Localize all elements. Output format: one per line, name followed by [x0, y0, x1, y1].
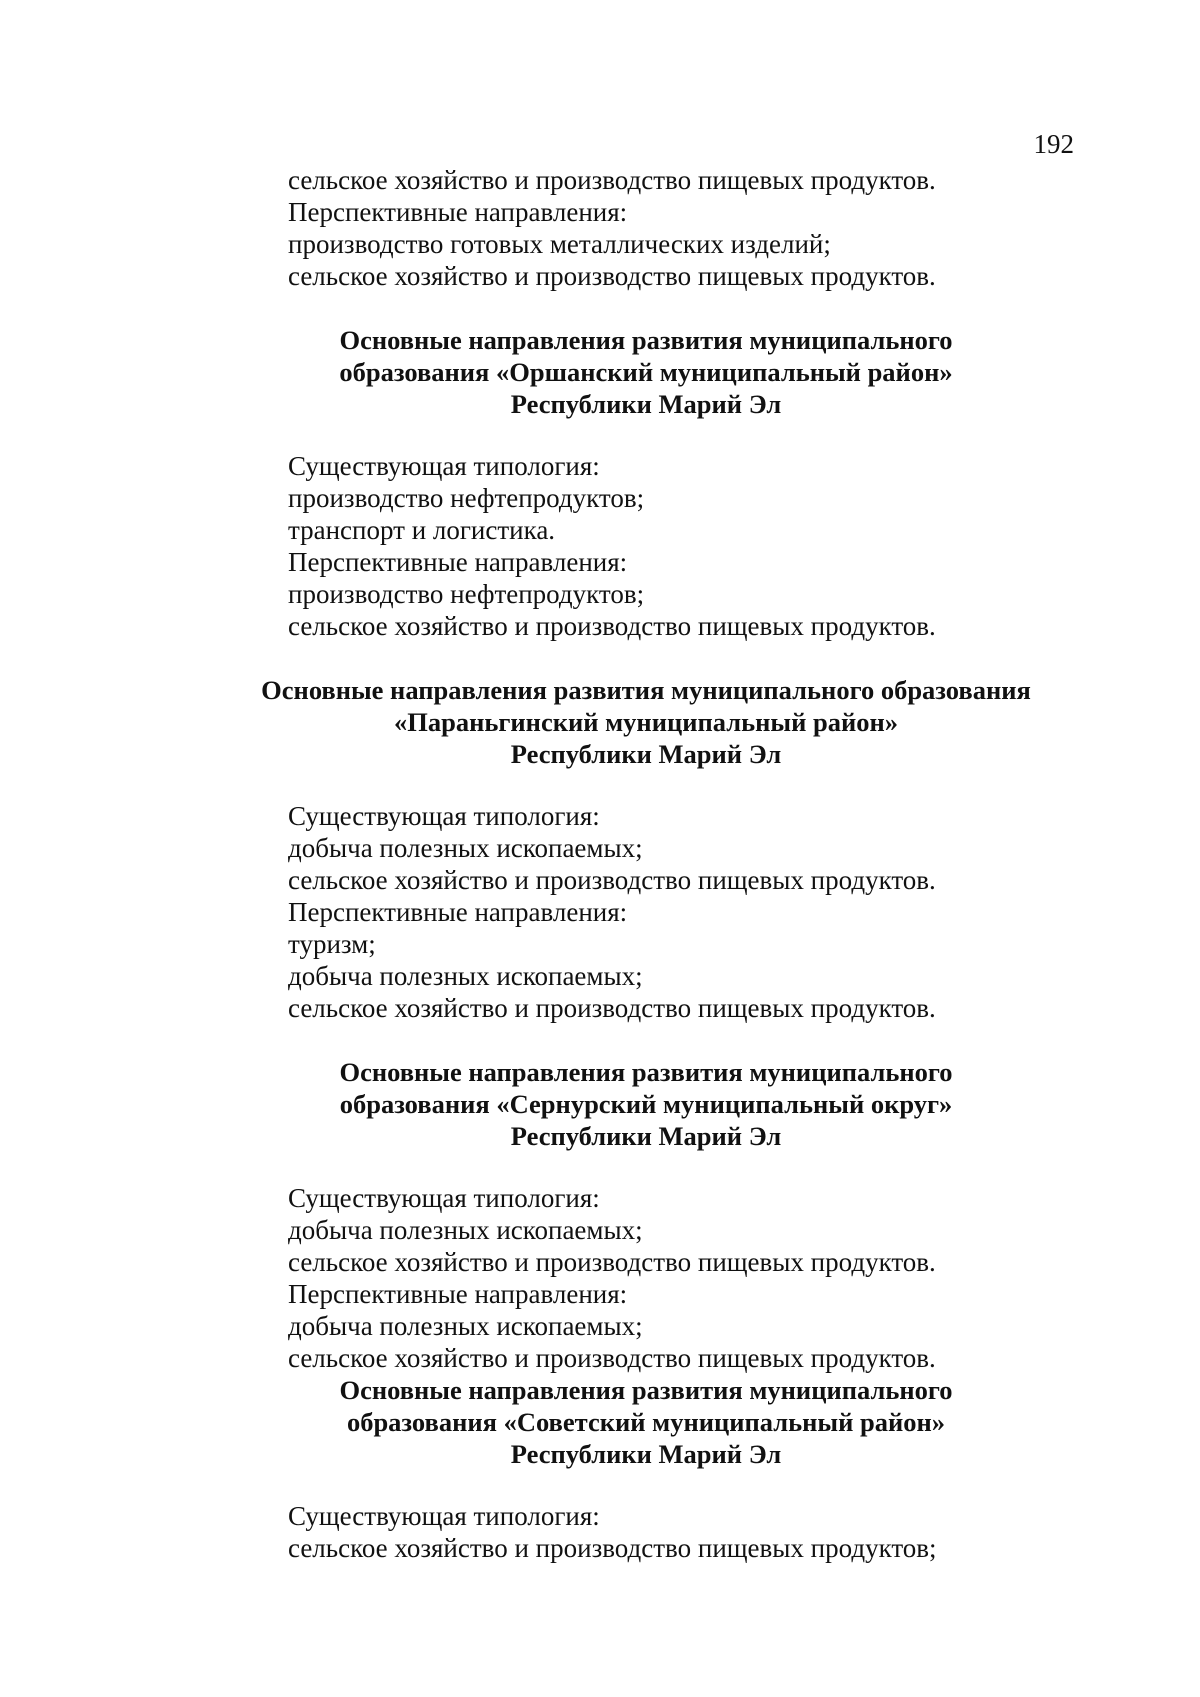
section-heading: Республики Марий Эл: [510, 1121, 782, 1151]
text-line: Перспективные направления:: [288, 197, 628, 227]
text-line: Существующая типология:: [288, 801, 600, 831]
text-line: Перспективные направления:: [288, 1279, 628, 1309]
section-heading: образования «Советский муниципальный район»: [346, 1407, 946, 1437]
text-line: сельское хозяйство и производство пищевых продуктов.: [288, 165, 936, 195]
text-line: Существующая типология:: [288, 1501, 600, 1531]
section-heading: Основные направления развития муниципального: [339, 325, 953, 355]
text-line: Перспективные направления:: [288, 547, 628, 577]
text-line: добыча полезных ископаемых;: [288, 1215, 643, 1245]
text-line: сельское хозяйство и производство пищевых продуктов;: [288, 1533, 937, 1563]
section-heading: образования «Оршанский муниципальный район»: [339, 357, 953, 387]
text-line: производство готовых металлических изделий;: [288, 229, 831, 259]
section-heading: Республики Марий Эл: [510, 389, 782, 419]
text-line: сельское хозяйство и производство пищевых продуктов.: [288, 261, 936, 291]
section-heading: Основные направления развития муниципального образования: [261, 675, 1031, 705]
text-line: производство нефтепродуктов;: [288, 483, 645, 513]
section-heading: Республики Марий Эл: [510, 1439, 782, 1469]
section-heading: Основные направления развития муниципального: [339, 1057, 953, 1087]
text-line: транспорт и логистика.: [288, 515, 556, 545]
text-line: Существующая типология:: [288, 1183, 600, 1213]
text-line: сельское хозяйство и производство пищевых продуктов.: [288, 993, 936, 1023]
text-line: добыча полезных ископаемых;: [288, 1311, 643, 1341]
text-line: сельское хозяйство и производство пищевых продуктов.: [288, 865, 936, 895]
text-line: добыча полезных ископаемых;: [288, 961, 643, 991]
section-heading: Республики Марий Эл: [510, 739, 782, 769]
text-line: сельское хозяйство и производство пищевых продуктов.: [288, 1343, 936, 1373]
text-line: Перспективные направления:: [288, 897, 628, 927]
text-line: сельское хозяйство и производство пищевых продуктов.: [288, 1247, 936, 1277]
text-line: Существующая типология:: [288, 451, 600, 481]
text-line: сельское хозяйство и производство пищевых продуктов.: [288, 611, 936, 641]
text-line: производство нефтепродуктов;: [288, 579, 645, 609]
section-heading: Основные направления развития муниципального: [339, 1375, 953, 1405]
text-line: добыча полезных ископаемых;: [288, 833, 643, 863]
section-heading: «Параньгинский муниципальный район»: [393, 707, 899, 737]
section-heading: образования «Сернурский муниципальный округ»: [339, 1089, 953, 1119]
text-line: туризм;: [288, 929, 376, 959]
page-number: 192: [1033, 129, 1074, 159]
